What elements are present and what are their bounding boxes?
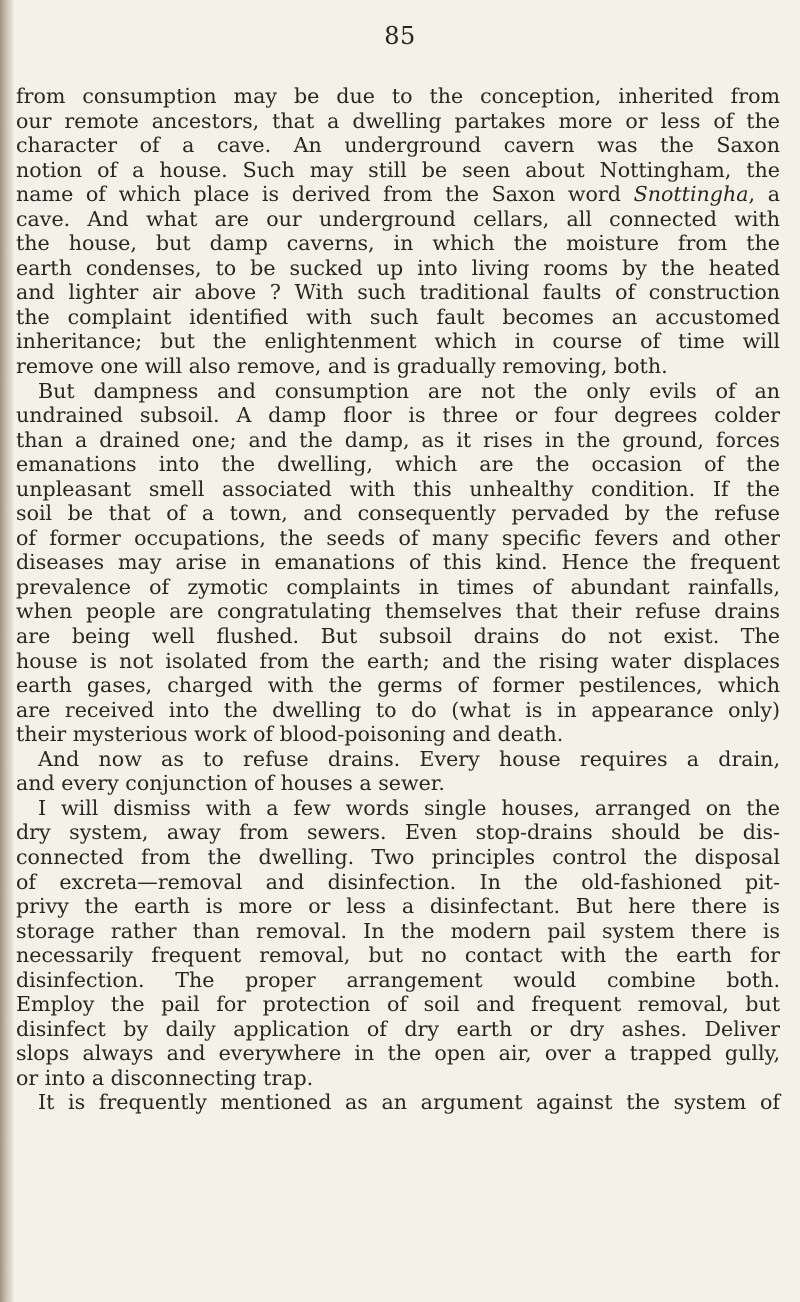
paragraph-3 — [16, 747, 780, 796]
text-line: the house, but damp caverns, in which the moisture from the — [16, 231, 780, 256]
text-line: prevalence of zymotic complaints in times of abundant rainfalls, — [16, 574, 780, 599]
paragraph-1 — [16, 84, 780, 379]
text-line: are being well flushed. But subsoil drains do not exist. The — [16, 624, 780, 649]
text-line: diseases may arise in emanations of this kind. Hence the frequent — [16, 550, 780, 575]
paragraph-5 — [16, 1090, 780, 1115]
text-line: soil be that of a town, and consequently pervaded by the refuse — [16, 501, 780, 526]
text-line: name of which place is derived from the Saxon word Snottingha, a — [16, 182, 781, 207]
text-line: slops always and everywhere in the open air, over a trapped gully, — [16, 1041, 780, 1066]
text-line: remove one will also remove, and is gradually removing, both. — [16, 354, 668, 379]
text-line: earth gases, charged with the germs of former pestilences, which — [16, 673, 780, 698]
text-line: Employ the pail for protection of soil and frequent removal, but — [16, 992, 780, 1017]
text-line: disinfection. The proper arrangement would combine both. — [16, 967, 780, 992]
text-line: But dampness and consumption are not the only evils of an — [38, 378, 780, 403]
text-line: I will dismiss with a few words single houses, arranged on the — [38, 795, 780, 820]
text-line: from consumption may be due to the conception, inherited from — [16, 84, 780, 108]
text-line: storage rather than removal. In the modern pail system there is — [16, 918, 780, 943]
page-binding-edge — [0, 0, 14, 1302]
text-line: when people are congratulating themselves that their refuse drains — [16, 599, 780, 624]
text-line: house is not isolated from the earth; and the rising water displaces — [16, 648, 780, 673]
text-line: and lighter air above ? With such traditional faults of construction — [16, 280, 780, 305]
text-line: than a drained one; and the damp, as it rises in the ground, forces — [16, 427, 780, 452]
text-line: are received into the dwelling to do (what is in appearance only) — [16, 697, 780, 722]
text-line: inheritance; but the enlightenment which in course of time will — [16, 329, 780, 354]
text-line: connected from the dwelling. Two principles control the disposal — [16, 844, 780, 869]
text-line: necessarily frequent removal, but no contact with the earth for — [16, 943, 780, 968]
text-line: of former occupations, the seeds of many specific fevers and other — [16, 525, 780, 550]
text-line: or into a disconnecting trap. — [16, 1065, 314, 1090]
text-line: character of a cave. An underground cavern was the Saxon — [16, 133, 780, 158]
body-text — [16, 84, 780, 1115]
text-line: dry system, away from sewers. Even stop-drains should be dis- — [16, 820, 780, 845]
text-line: emanations into the dwelling, which are the occasion of the — [16, 452, 780, 477]
text-line: of excreta—removal and disinfection. In the old-fashioned pit- — [16, 869, 780, 894]
text-line: earth condenses, to be sucked up into living rooms by the heated — [16, 255, 780, 280]
text-line: our remote ancestors, that a dwelling partakes more or less of the — [16, 108, 780, 133]
text-line: And now as to refuse drains. Every house requires a drain, — [38, 746, 780, 771]
text-line: disinfect by daily application of dry earth or dry ashes. Deliver — [16, 1016, 780, 1041]
paragraph-4 — [16, 796, 780, 1091]
text-line: and every conjunction of houses a sewer. — [16, 771, 445, 796]
text-line: unpleasant smell associated with this unhealthy condition. If the — [16, 476, 780, 501]
page-number: 85 — [384, 22, 416, 50]
text-line: undrained subsoil. A damp floor is three or four degrees colder — [16, 403, 780, 428]
italic-word: Snottingha — [633, 182, 749, 207]
text-line: cave. And what are our underground cellars, all connected with — [16, 206, 780, 231]
text-line: It is frequently mentioned as an argument against the system of — [38, 1090, 780, 1115]
text-line: privy the earth is more or less a disinfectant. But here there is — [16, 894, 780, 919]
text-line: their mysterious work of blood-poisoning and death. — [16, 722, 564, 747]
paragraph-2 — [16, 379, 780, 747]
text-line: the complaint identified with such fault becomes an accustomed — [16, 304, 780, 329]
text-line: notion of a house. Such may still be seen about Nottingham, the — [16, 157, 780, 182]
